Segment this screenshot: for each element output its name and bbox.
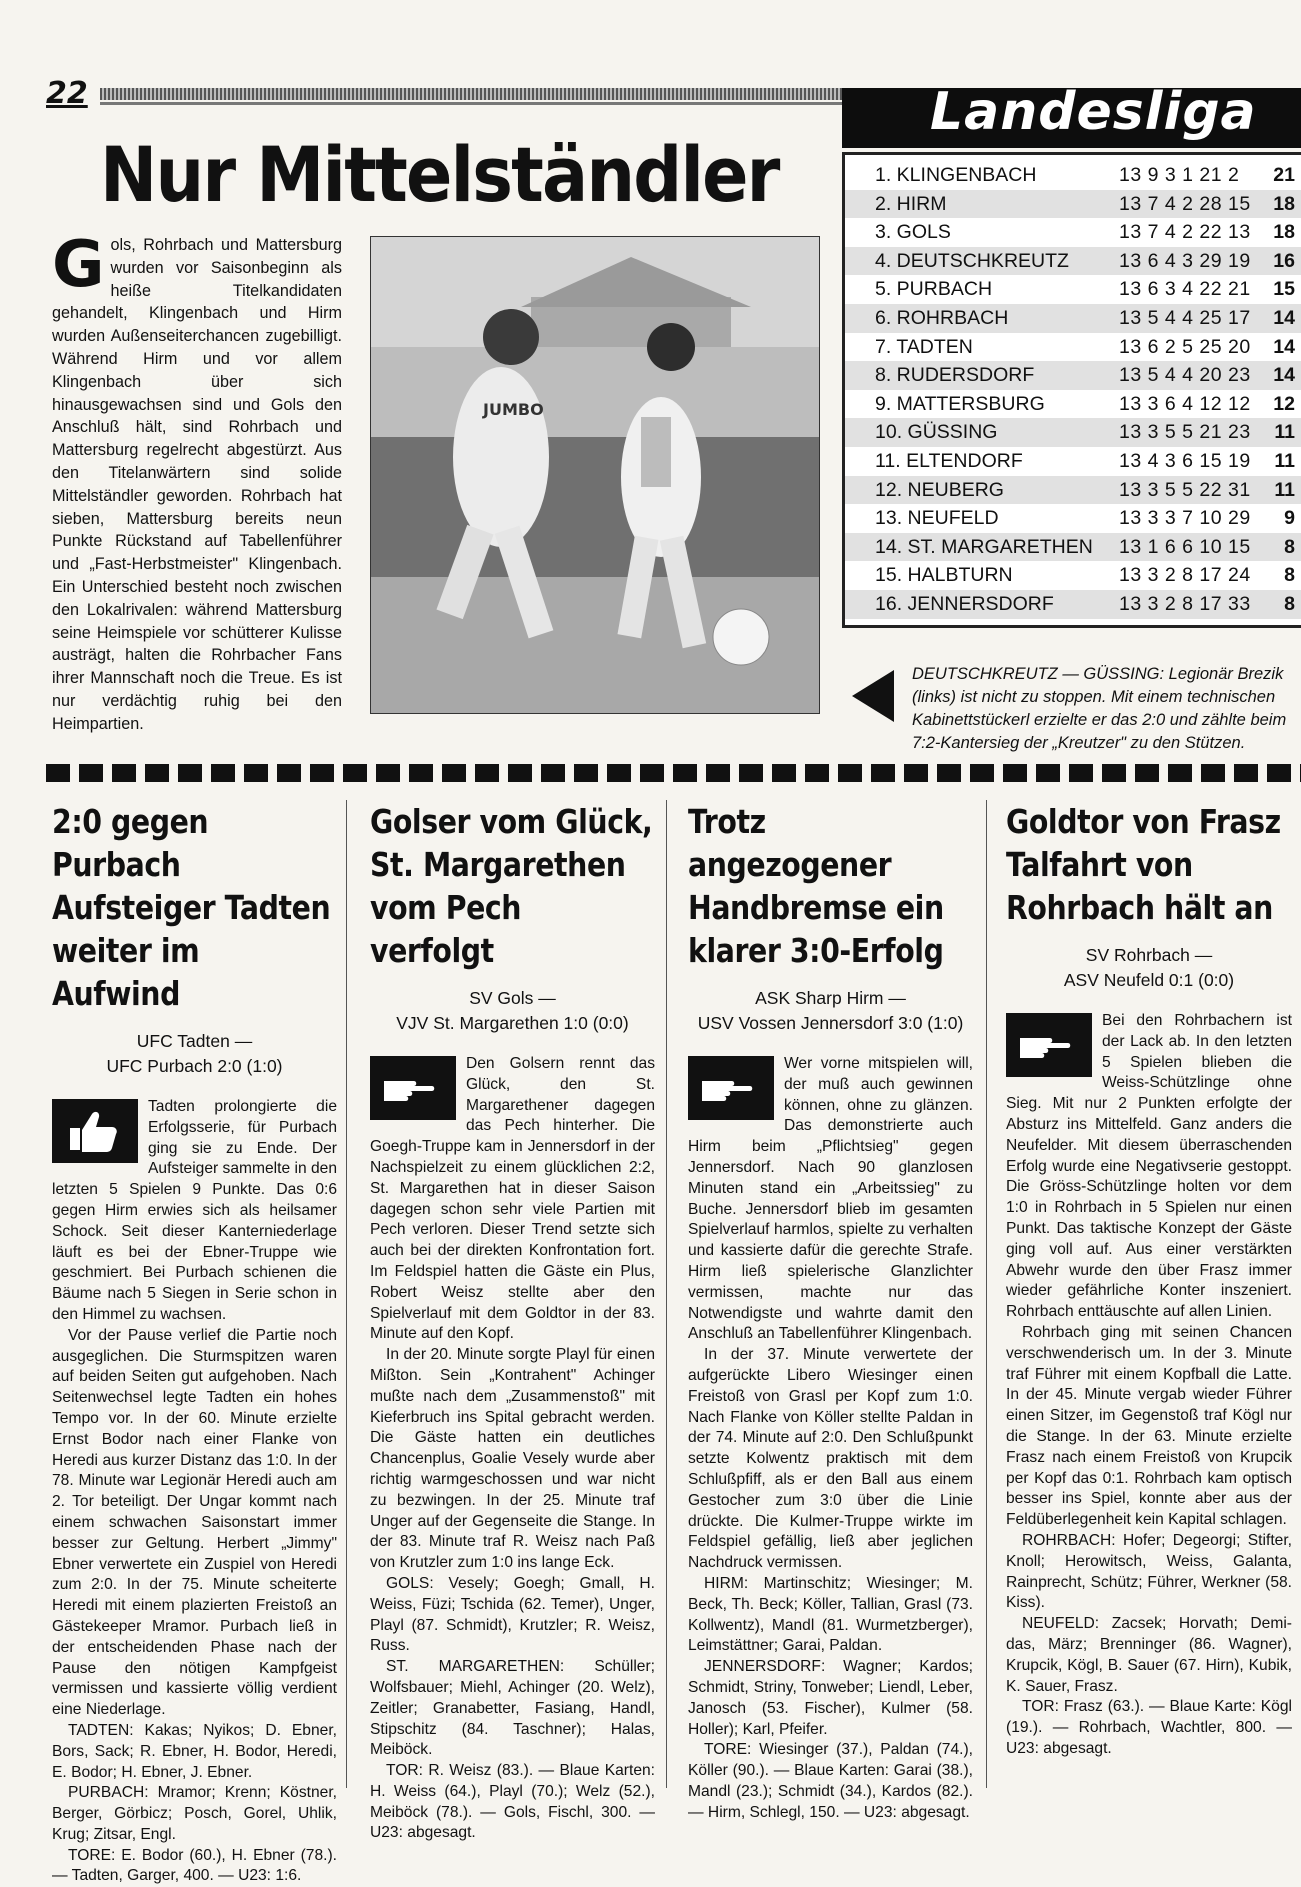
team-points: 9 (1284, 507, 1295, 530)
team-points: 11 (1274, 478, 1295, 501)
team-points: 18 (1273, 221, 1295, 244)
page-number: 22 (46, 76, 88, 111)
team-points: 15 (1273, 278, 1295, 301)
match-header (1006, 943, 1292, 993)
team-points: 8 (1284, 564, 1295, 587)
pointing-hand-icon (370, 1056, 456, 1120)
standings-table (842, 152, 1301, 628)
team-stats: 13 7 4 2 28 15 (1119, 192, 1251, 215)
team-points: 14 (1273, 364, 1295, 387)
team-stats: 13 1 6 6 10 15 (1119, 535, 1251, 558)
team-stats: 13 4 3 6 15 19 (1119, 450, 1251, 472)
thumbs-up-icon (52, 1099, 138, 1163)
standings-row (845, 476, 1301, 505)
intro-article (52, 228, 342, 736)
standings-row (845, 218, 1301, 247)
article-title: Golser vom Glück, St. Margarethen vom Pech verfolgt (370, 802, 653, 970)
section-divider (46, 764, 1301, 782)
standings-row (845, 361, 1301, 390)
top-rule (100, 88, 842, 100)
team-name: 7. TADTEN (875, 335, 973, 358)
shirt-sponsor: JUMBO (483, 400, 544, 419)
intro-text: ols, Rohrbach und Mattersburg wurden vor Saisonbeginn als heiße Titelkandidaten gehandelt, Klingenbach und Hirm wurden Außenseiterchancen zugebilligt. Während Hirm und vor allem Klingenbach über sich hinausgewachsen sind und Gols den Anschluß hält, sind Rohrbach und Mattersburg regelrecht abgestürzt. Aus den Titelanwärtern sind solide Mittelständler geworden. Rohrbach hat sieben, Mattersburg bereits neun Punkte Rückstand auf Tabellenführer und „Fast-Herbstmeister" Klingenbach. Ein Unterschied besteht noch zwischen den Lokalrivalen: während Mattersburg seine Heimspiele vor schütterer Kulisse austrägt, halten die Rohrbacher Fans ihrer Mannschaft noch die Treue. Es ist nur verdächtig ruhig bei den Heimpartien. (52, 236, 342, 733)
article-column-2 (370, 800, 655, 1844)
column-rule (346, 800, 347, 1788)
article-column-1 (52, 800, 337, 1887)
team-name: 3. GOLS (875, 221, 951, 244)
top-rule-line (100, 102, 842, 105)
match-header (370, 986, 655, 1036)
article-goals: TORE: E. Bodor (60.), H. Ebner (78.). — Tadten, Garger, 400. — U23: 1:6. (52, 1846, 337, 1885)
standings-row (845, 533, 1301, 562)
match-photo (370, 236, 820, 714)
article-lineup: NEUFELD: Zacsek; Horvath; Demi-das, März; Brenninger (86. Wagner), Krupcik, Kögl, B. Sauer (67. Hirn), Kubik, K. Sauer, Frasz. (1006, 1615, 1292, 1695)
team-stats: 13 3 6 4 12 12 (1119, 392, 1251, 415)
team-points: 18 (1273, 192, 1295, 215)
team-points: 12 (1273, 392, 1295, 415)
article-title: Trotz angezogener Handbremse ein klarer 3:0-Erfolg (688, 802, 944, 970)
team-stats: 13 6 3 4 22 21 (1119, 278, 1251, 301)
match-result: VJV St. Margarethen 1:0 (0:0) (396, 1013, 629, 1033)
standings-row (845, 418, 1301, 447)
match-teams: SV Gols — (469, 988, 556, 1008)
column-rule (986, 800, 987, 1788)
team-stats: 13 6 2 5 25 20 (1119, 335, 1251, 358)
standings-row (845, 333, 1301, 362)
team-stats: 13 3 5 5 22 31 (1119, 478, 1251, 501)
column-rule (666, 800, 667, 1788)
standings-row (845, 190, 1301, 219)
team-name: 14. ST. MARGARETHEN (875, 535, 1093, 558)
standings-row (845, 504, 1301, 533)
team-points: 14 (1273, 335, 1295, 358)
team-name: 13. NEUFELD (875, 507, 999, 530)
match-result: UFC Purbach 2:0 (1:0) (106, 1056, 283, 1076)
pointing-hand-icon (688, 1056, 774, 1120)
match-header (688, 986, 973, 1036)
article-lineup: ROHRBACH: Hofer; Degeorgi; Stifter, Knoll; Herowitsch, Weiss, Galanta, Rainprecht, Schütz; Führer, Werkner (58. Kiss). (1006, 1531, 1292, 1612)
team-stats: 13 3 2 8 17 24 (1119, 564, 1251, 587)
photo-caption (840, 663, 1300, 755)
team-stats: 13 9 3 1 21 2 (1119, 164, 1240, 186)
match-teams: UFC Tadten — (136, 1031, 253, 1051)
team-name: 4. DEUTSCHKREUTZ (875, 249, 1069, 272)
article-paragraph: Bei den Rohrbachern ist der Lack ab. In den letzten 5 Spielen blieben die Weiss-Schützlinge ohne Sieg. Mit nur 2 Punkten erfolgte der Absturz ins Mittelfeld. Ganz anders die Neufelder. Mit diesem überraschenden Erfolg wurde eine Negativserie gestoppt. Die Gröss-Schützlinge holten vor dem 1:0 in Rohrbach in 5 Spielen nur einen Punkt. Das taktische Konzept der Gäste ging voll auf. Aus einer verstärkten Abwehr wurde den über Frasz immer wieder gefährliche Konter inszeniert. Rohrbach enttäuschte auf allen Linien. (1006, 1012, 1292, 1321)
article-goals: TOR: Frasz (63.). — Blaue Karte: Kögl (19.). — Rohrbach, Wachtler, 800. — U23: abgesagt. (1006, 1698, 1292, 1757)
article-paragraph: Den Golsern rennt das Glück, den St. Margarethener dagegen das Pech hinterher. Die Goegh-Truppe kam in Jennersdorf in der Nachspielzeit zu einem glücklichen 2:2, St. Margarethen hat in dieser Saison dagegen schon sehr viele Partien mit Pech verloren. Dieser Trend setzte sich auch bei der direkten Konfrontation fort. Im Feldspiel hatten die Gäste ein Plus, Robert Weisz stellte aber den Spielverlauf mit dem Goldtor in der 83. Minute auf den Kopf. (370, 1055, 655, 1343)
standings-row (845, 447, 1301, 476)
article-body (370, 1054, 655, 1844)
standings-row (845, 247, 1301, 276)
team-name: 6. ROHRBACH (875, 307, 1009, 329)
match-result: ASV Neufeld 0:1 (0:0) (1063, 970, 1235, 990)
article-column-4 (1006, 800, 1292, 1760)
pointing-hand-icon (1006, 1013, 1092, 1077)
article-lineup: HIRM: Martinschitz; Wiesinger; M. Beck, Th. Beck; Köller, Tallian, Grasl (73. Kollwentz), Mandl (81. Wurmetzberger), Leimstättner; Garai, Paldan. (688, 1574, 973, 1655)
team-name: 10. GÜSSING (875, 421, 998, 444)
team-stats: 13 5 4 4 25 17 (1119, 307, 1251, 329)
article-paragraph: Vor der Pause verlief die Partie noch ausgeglichen. Die Sturmspitzen waren auf beiden Seiten gut aufgehoben. Nach Seitenwechsel legte Tadten ein hohes Tempo vor. In der 60. Minute erzielte Ernst Bodor nach einer Flanke von Heredi aus kurzer Distanz das 1:0. In der 78. Minute war Legionär Heredi auch am 2. Tor beteiligt. Der Ungar kommt nach einem schwachen Saisonstart immer besser zur Geltung. Herbert „Jimmy" Ebner verwertete ein Zuspiel von Heredi zum 2:0. In der 75. Minute scheiterte Heredi mit einem plazierten Freistoß an Gästekeeper Mramor. Purbach ließ in der entscheidenden Phase nach der Pause den nötigen Kampfgeist vermissen und kassierte völlig verdient eine Niederlage. (52, 1326, 337, 1719)
standings-row (845, 161, 1301, 190)
article-paragraph: Rohrbach ging mit seinen Chancen verschwenderisch um. In der 3. Minute traf Führer mit einem Kopfball die Latte. In der 45. Minute vergab wieder Führer einen Sitzer, im Gegenstoß traf Kögl nur die Stange. In der 63. Minute erzielte Frasz nach einem Freistoß von Krupcik per Kopf das 0:1. Rohrbach kam optisch besser ins Spiel, konnte aber aus der Feldüberlegenheit kein Kapital schlagen. (1006, 1323, 1292, 1529)
team-name: 15. HALBTURN (875, 564, 1013, 587)
article-lineup: ST. MARGARETHEN: Schüller; Wolfsbauer; Miehl, Achinger (20. Welz), Zeitler; Granabetter, Fasiang, Handl, Stipschitz (84. Taschner); Halas, Meiböck. (370, 1658, 655, 1759)
team-points: 21 (1273, 164, 1295, 186)
standings-row (845, 390, 1301, 419)
article-goals: TOR: R. Weisz (83.). — Blaue Karten: H. Weiss (64.), Playl (70.); Welz (52.), Meiböck (78.). — Gols, Fischl, 300. — U23: abgesagt. (370, 1762, 655, 1842)
match-result: USV Vossen Jennersdorf 3:0 (1:0) (697, 1013, 964, 1033)
match-header (52, 1029, 337, 1079)
league-title: Landesliga (930, 82, 1257, 142)
standings-row (845, 275, 1301, 304)
standings-row (845, 561, 1301, 590)
article-lineup: JENNERSDORF: Wagner; Kardos; Schmidt, Striny, Tonweber; Liendl, Leber, Janosch (53. Fischer), Kulmer (58. Holler); Karl, Pfeifer. (688, 1658, 973, 1738)
standings-row (845, 304, 1301, 333)
team-points: 11 (1274, 450, 1295, 472)
article-paragraph: In der 20. Minute sorgte Playl für einen Mißton. Sein „Kontrahent" Achinger mußte nach dem „Zusammenstoß" mit Kieferbruch ins Spital gebracht werden. Die Gäste hatten ein deutliches Chancenplus, Goalie Vesely wurde aber richtig warmgeschossen und war nicht zu bezwingen. In der 25. Minute traf Unger auf der Gegenseite die Stange. In der 83. Minute traf R. Weisz nach Paß von Krutzler zum 1:0 ins lange Eck. (370, 1346, 655, 1572)
standings-row (845, 590, 1301, 619)
team-name: 11. ELTENDORF (875, 450, 1023, 472)
team-stats: 13 7 4 2 22 13 (1119, 221, 1251, 244)
article-body (1006, 1011, 1292, 1760)
team-name: 5. PURBACH (875, 278, 993, 301)
team-name: 9. MATTERSBURG (875, 392, 1045, 415)
team-points: 8 (1284, 535, 1295, 558)
team-stats: 13 3 2 8 17 33 (1119, 593, 1251, 615)
team-name: 1. KLINGENBACH (875, 164, 1037, 186)
article-title: 2:0 gegen Purbach Aufsteiger Tadten weiter im Aufwind (52, 802, 331, 1013)
team-name: 8. RUDERSDORF (875, 364, 1035, 387)
match-photo-illustration (371, 237, 819, 713)
match-teams: SV Rohrbach — (1085, 945, 1213, 965)
article-paragraph: Wer vorne mitspielen will, der muß auch gewinnen können, ohne zu glänzen. Das demonstrierte auch Hirm beim „Pflichtsieg" gegen Jennersdorf. Nach 90 glanzlosen Minuten stand ein „Arbeitssieg" zu Buche. Jennersdorf blieb im gesamten Spielverlauf harmlos, spielte zu verhalten und kassierte dafür die gerechte Strafe. Hirm ließ spielerische Glanzlichter vermissen, machte nur das Notwendigste und wahrte damit den Anschluß an Tabellenführer Klingenbach. (688, 1055, 973, 1343)
team-name: 16. JENNERSDORF (875, 593, 1054, 615)
team-points: 16 (1273, 249, 1295, 272)
photo-caption-text: DEUTSCHKREUTZ — GÜSSING: Legionär Brezik (links) ist nicht zu stoppen. Mit einem technischen Kabinettstückerl erzielte er das 2:0 und zählte beim 7:2-Kantersieg der „Kreutzer" zu den Stützen. (912, 665, 1287, 752)
article-title: Goldtor von Frasz Talfahrt von Rohrbach hält an (1006, 802, 1281, 927)
team-stats: 13 3 3 7 10 29 (1119, 507, 1251, 530)
team-stats: 13 5 4 4 20 23 (1119, 364, 1251, 387)
article-goals: TORE: Wiesinger (37.), Paldan (74.), Köller (90.). — Blaue Karten: Garai (38.), Mandl (23.); Schmidt (34.), Kardos (82.). — Hirm, Schlegl, 150. — U23: abgesagt. (688, 1741, 973, 1821)
match-teams: ASK Sharp Hirm — (755, 988, 906, 1008)
article-lineup: TADTEN: Kakas; Nyikos; D. Ebner, Bors, Sack; R. Ebner, H. Bodor, Heredi, E. Bodor; H. Ebner, J. Ebner. (52, 1721, 337, 1781)
page-headline: Nur Mittelständler (100, 130, 779, 219)
team-points: 8 (1284, 593, 1295, 615)
article-paragraph: Tadten prolongierte die Erfolgsserie, für Purbach ging sie zu Ende. Der Aufsteiger sammelte in den letzten 5 Spielen 9 Punkte. Das 0:6 gegen Hirm erwies sich als heilsamer Schock. Seit dieser Kanterniederlage läuft es bei der Ebner-Truppe wie geschmiert. Bei Purbach schienen die Bäume nach 5 Siegen in Serie schon in den Himmel zu wachsen. (52, 1098, 337, 1323)
article-body (688, 1054, 973, 1823)
team-name: 12. NEUBERG (875, 478, 1004, 501)
team-stats: 13 3 5 5 21 23 (1119, 421, 1251, 444)
team-points: 11 (1274, 421, 1295, 444)
intro-dropcap: G (52, 228, 105, 302)
team-stats: 13 6 4 3 29 19 (1119, 249, 1251, 272)
article-body (52, 1097, 337, 1887)
team-points: 14 (1273, 307, 1295, 329)
article-paragraph: In der 37. Minute verwertete der aufgerückte Libero Wiesinger einen Freistoß von Grasl per Kopf zum 1:0. Nach Flanke von Köller stellte Paldan in der 74. Minute auf 2:0. Den Schlußpunkt setzte Kolwentz praktisch mit dem Schlußpfiff, als er den Ball aus einem Gestocher zum 3:0 über die Linie drückte. Die Kulmer-Truppe wirkte im Feldspiel gefällig, ließ aber jeglichen Nachdruck vermissen. (688, 1346, 973, 1572)
article-lineup: PURBACH: Mramor; Krenn; Köstner, Berger, Görbicz; Posch, Gorel, Uhlik, Krug; Zitsar, Engl. (52, 1784, 337, 1843)
team-name: 2. HIRM (875, 192, 947, 215)
article-lineup: GOLS: Vesely; Goegh; Gmall, H. Weiss, Füzi; Tschida (62. Temer), Unger, Playl (87. Schmidt), Krutzler; R. Weisz, Russ. (370, 1574, 655, 1655)
article-column-3 (688, 800, 973, 1823)
